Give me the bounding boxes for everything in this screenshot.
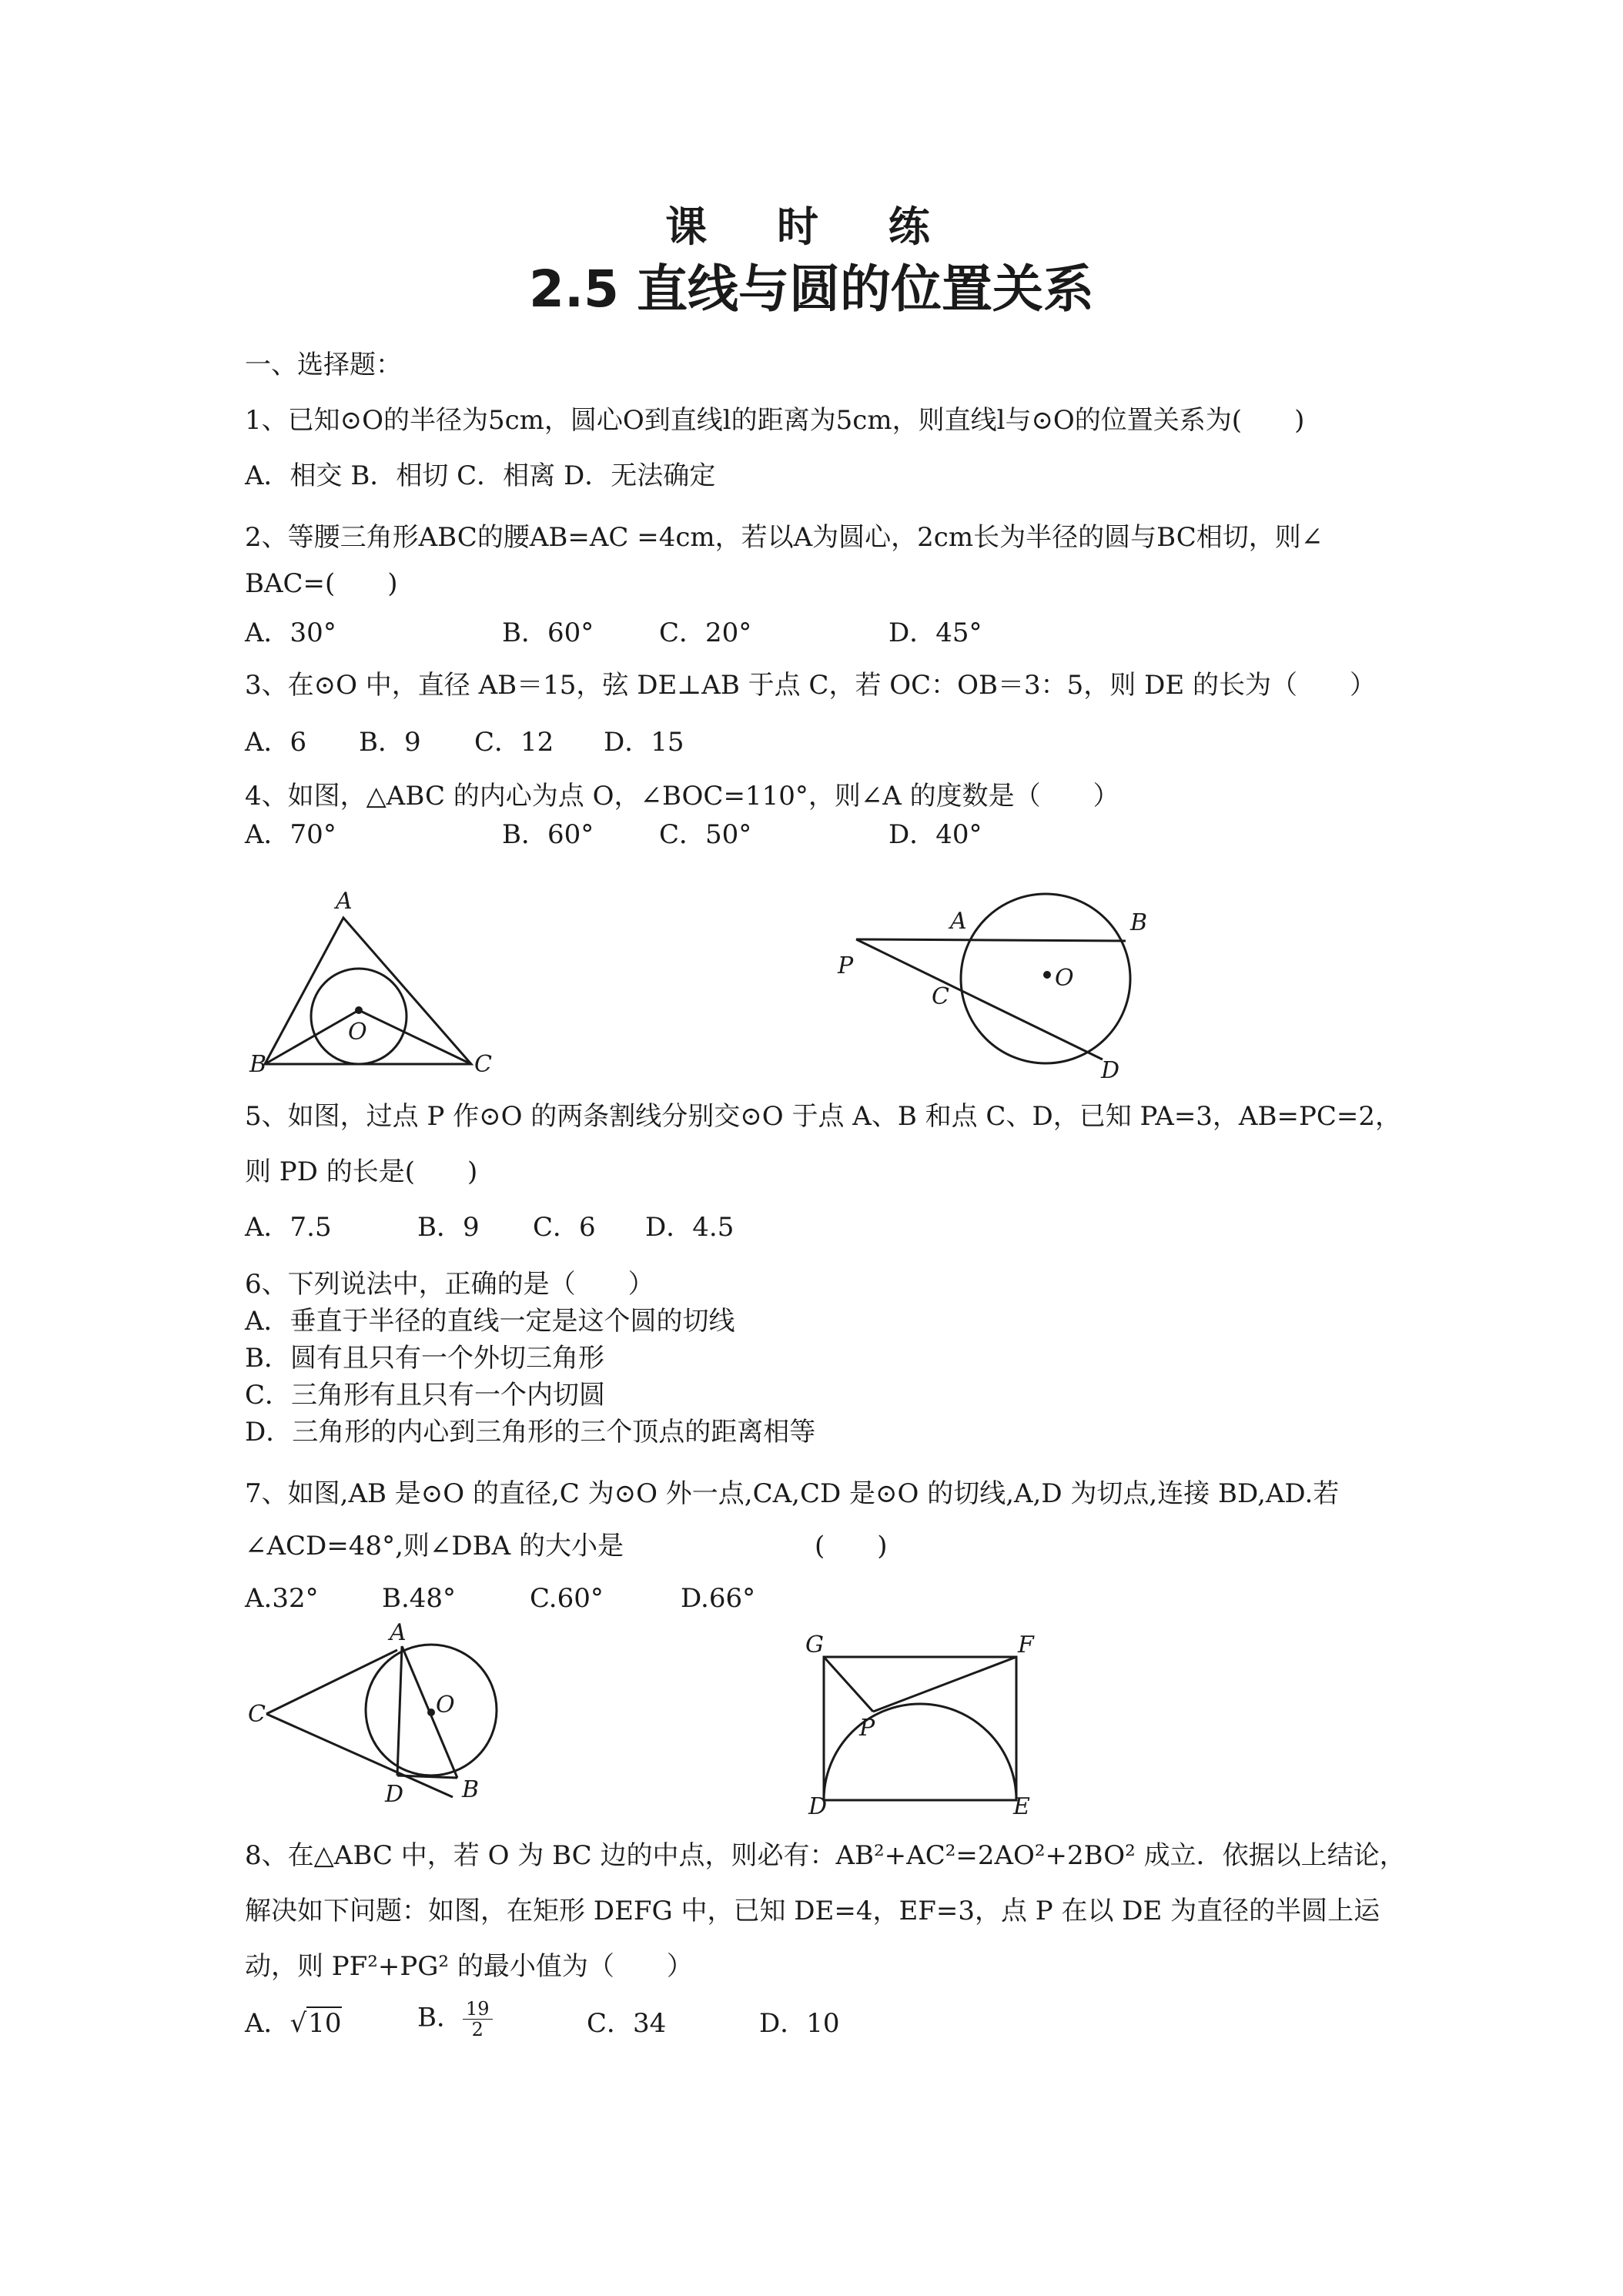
- incircle: [311, 969, 407, 1064]
- q3-option-d: D．15: [604, 727, 684, 758]
- q5-option-c: C．6: [533, 1212, 596, 1243]
- q2-stem-line1: 2、等腰三角形ABC的腰AB=AC =4cm，若以A为圆心，2cm长为半径的圆与BC相切，则∠: [245, 522, 1323, 553]
- center-point: [1043, 971, 1051, 979]
- lesson-title: 2.5 直线与圆的位置关系: [529, 259, 1094, 319]
- q8-option-a-radicand: 10: [308, 2008, 342, 2039]
- label-p: P: [838, 952, 854, 979]
- worksheet-title: 课 时 练: [665, 202, 958, 251]
- q2-option-b: B．60°: [502, 618, 594, 648]
- label-b: B: [1130, 909, 1148, 936]
- q8-stem-line2: 解决如下问题：如图，在矩形 DEFG 中，已知 DE=4，EF=3，点 P 在以 DE 为直径的半圆上运: [245, 1896, 1380, 1926]
- q6-option-c: C．三角形有且只有一个内切圆: [245, 1380, 606, 1411]
- q7-stem-line2: ∠ACD=48°,则∠DBA 的大小是: [245, 1531, 624, 1561]
- q4-option-a: A．70°: [245, 819, 336, 850]
- q5-stem-line2: 则 PD 的长是( ): [245, 1156, 478, 1187]
- label-a: A: [336, 888, 353, 915]
- q8-option-b-fraction: [463, 1999, 493, 2040]
- section-heading: 一、选择题：: [245, 350, 402, 380]
- q8-stem-line3: 动，则 PF²+PG² 的最小值为（ ）: [245, 1951, 693, 1982]
- incircle-triangle-figure: [246, 885, 493, 1086]
- q8-option-b-prefix: B．: [417, 2002, 463, 2033]
- q7-option-b: B.48°: [382, 1583, 457, 1614]
- label-a: A: [390, 1619, 407, 1646]
- q4-stem: 4、如图，△ABC 的内心为点 O，∠BOC=110°，则∠A 的度数是（ ）: [245, 781, 1119, 812]
- circle-o: [961, 894, 1130, 1063]
- label-d: D: [1101, 1057, 1120, 1084]
- incenter-point: [355, 1006, 363, 1014]
- secants-figure: [832, 885, 1186, 1086]
- label-e: E: [1013, 1793, 1030, 1820]
- q6-option-d: D．三角形的内心到三角形的三个顶点的距离相等: [245, 1417, 816, 1448]
- q6-stem: 6、下列说法中，正确的是（ ）: [245, 1269, 654, 1300]
- q3-stem: 3、在⊙O 中，直径 AB＝15，弦 DE⊥AB 于点 C，若 OC：OB＝3：5，则 DE 的长为（ ）: [245, 670, 1376, 701]
- q6-option-b: B．圆有且只有一个外切三角形: [245, 1343, 604, 1374]
- center-point: [427, 1709, 435, 1716]
- label-c: C: [932, 983, 949, 1010]
- label-b: B: [462, 1776, 480, 1803]
- segment-gp: [824, 1657, 873, 1712]
- sqrt-symbol: √: [289, 2008, 307, 2039]
- label-d: D: [385, 1781, 404, 1808]
- q4-option-d: D．40°: [888, 819, 982, 850]
- q5-option-b: B．9: [417, 1212, 480, 1243]
- secant-pcd: [856, 939, 1103, 1059]
- fraction-numerator: 19: [463, 1999, 493, 2020]
- q8-option-a-prefix: A．: [245, 2008, 290, 2039]
- label-o: O: [348, 1019, 367, 1046]
- label-f: F: [1018, 1632, 1034, 1658]
- label-b: B: [249, 1051, 267, 1078]
- q2-option-a: A．30°: [245, 618, 336, 648]
- q8-option-a: [245, 2006, 342, 2040]
- q4-option-b: B．60°: [502, 819, 594, 850]
- q7-option-a: A.32°: [245, 1583, 319, 1614]
- tangent-ca: [266, 1650, 397, 1714]
- fraction-denominator: 2: [471, 2019, 484, 2040]
- q7-option-c: C.60°: [530, 1583, 604, 1614]
- q3-option-b: B．9: [359, 727, 421, 758]
- label-g: G: [805, 1632, 824, 1658]
- tangent-cd: [266, 1714, 453, 1797]
- label-a: A: [950, 908, 967, 935]
- q8-option-b: [417, 1999, 493, 2040]
- label-d: D: [808, 1793, 828, 1820]
- rectangle-defg: [824, 1657, 1016, 1800]
- label-o: O: [1055, 965, 1074, 992]
- q2-option-c: C．20°: [659, 618, 752, 648]
- segment-fp: [873, 1657, 1016, 1712]
- triangle-abc: [265, 918, 471, 1064]
- q5-option-d: D．4.5: [645, 1212, 735, 1243]
- label-p: P: [859, 1715, 875, 1742]
- label-c: C: [248, 1701, 266, 1728]
- rectangle-semicircle-figure: [801, 1625, 1047, 1820]
- label-o: O: [436, 1692, 455, 1719]
- q7-option-d: D.66°: [681, 1583, 756, 1614]
- q8-stem-line1: 8、在△ABC 中，若 O 为 BC 边的中点，则必有：AB²+AC²=2AO²+2BO² 成立．依据以上结论，: [245, 1840, 1406, 1871]
- semicircle-de: [824, 1704, 1016, 1800]
- tangent-figure: [245, 1619, 507, 1811]
- q4-option-c: C．50°: [659, 819, 752, 850]
- q3-option-c: C．12: [474, 727, 554, 758]
- q1-options: A．相交 B．相切 C．相离 D．无法确定: [245, 460, 716, 491]
- secant-pab: [856, 939, 1126, 941]
- q7-answer-bracket: ( ): [815, 1531, 888, 1561]
- q8-option-d: D．10: [759, 2008, 840, 2039]
- chord-ad: [397, 1646, 402, 1776]
- q5-stem-line1: 5、如图，过点 P 作⊙O 的两条割线分别交⊙O 于点 A、B 和点 C、D，已知 PA=3，AB=PC=2，: [245, 1101, 1401, 1132]
- q7-stem-line1: 7、如图,AB 是⊙O 的直径,C 为⊙O 外一点,CA,CD 是⊙O 的切线,A,D 为切点,连接 BD,AD.若: [245, 1478, 1340, 1509]
- q1-stem: 1、已知⊙O的半径为5cm，圆心O到直线l的距离为5cm，则直线l与⊙O的位置关系为( ): [245, 405, 1305, 436]
- q3-option-a: A．6: [245, 727, 307, 758]
- segment-co: [359, 1010, 471, 1064]
- label-c: C: [474, 1051, 492, 1078]
- q8-option-c: C．34: [587, 2008, 667, 2039]
- q2-stem-line2: BAC=( ): [245, 568, 398, 599]
- q5-option-a: A．7.5: [245, 1212, 332, 1243]
- q6-option-a: A．垂直于半径的直线一定是这个圆的切线: [245, 1306, 735, 1337]
- q2-option-d: D．45°: [888, 618, 982, 648]
